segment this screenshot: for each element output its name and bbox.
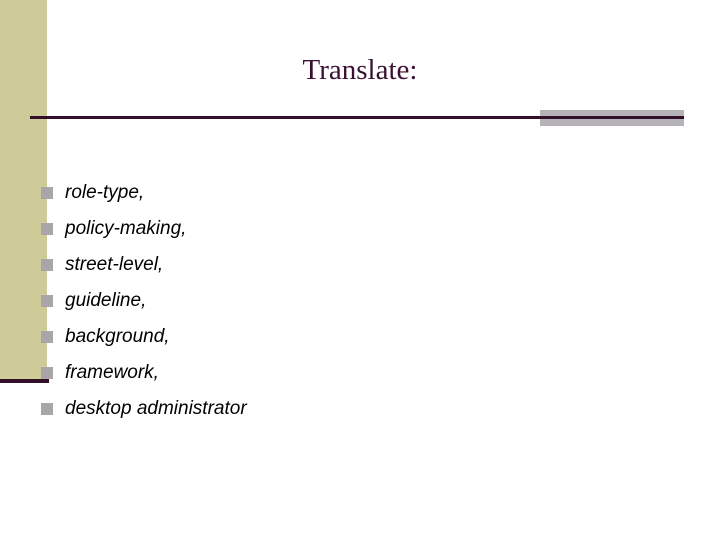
bullet-text: desktop administrator: [65, 398, 247, 419]
bullet-item: [40, 283, 247, 319]
square-bullet-icon: [41, 259, 53, 271]
bullet-text: framework,: [65, 362, 159, 383]
square-bullet-icon: [41, 295, 53, 307]
title-rule-accent-line: [540, 116, 684, 119]
bullet-text: policy-making,: [65, 218, 187, 239]
bullet-text: role-type,: [65, 182, 145, 203]
bullet-item: [40, 175, 247, 211]
bullet-item: [40, 211, 247, 247]
square-bullet-icon: [41, 403, 53, 415]
slide-title: Translate:: [302, 54, 418, 86]
square-bullet-icon: [41, 187, 53, 199]
bullet-text: background,: [65, 326, 170, 347]
bullet-text: guideline,: [65, 290, 147, 311]
bullet-list: [40, 175, 247, 427]
square-bullet-icon: [41, 223, 53, 235]
bullet-item: [40, 319, 247, 355]
bullet-item: [40, 355, 247, 391]
square-bullet-icon: [41, 331, 53, 343]
square-bullet-icon: [41, 367, 53, 379]
bullet-text: street-level,: [65, 254, 164, 275]
bullet-item: [40, 391, 247, 427]
bullet-item: [40, 247, 247, 283]
